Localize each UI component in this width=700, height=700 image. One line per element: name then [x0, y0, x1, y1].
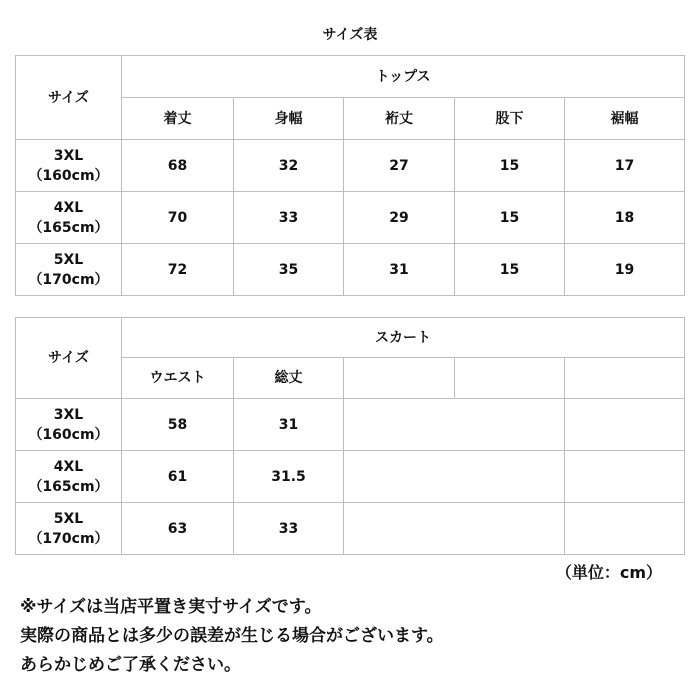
size-cell	[16, 140, 122, 192]
size-height: （170cm）	[28, 530, 109, 547]
value-cell: 31.5	[234, 451, 344, 503]
empty-cell	[344, 503, 455, 555]
value-cell: 68	[122, 140, 234, 192]
size-cell	[16, 399, 122, 451]
size-cell	[16, 192, 122, 244]
empty-cell	[455, 503, 565, 555]
column-header: 股下	[455, 98, 565, 140]
size-cell	[16, 503, 122, 555]
column-header: 着丈	[122, 98, 234, 140]
empty-cell	[344, 451, 455, 503]
empty-cell	[565, 503, 685, 555]
note-line: あらかじめご了承ください。	[20, 655, 241, 675]
size-header: サイズ	[16, 318, 122, 399]
column-header: 身幅	[234, 98, 344, 140]
column-header: 総丈	[234, 358, 344, 399]
value-cell: 61	[122, 451, 234, 503]
table-row	[16, 451, 685, 503]
size-code: 4XL	[53, 458, 84, 475]
column-header: ウエスト	[122, 358, 234, 399]
size-code: 3XL	[53, 406, 84, 423]
value-cell: 33	[234, 192, 344, 244]
skirt-section-header: スカート	[122, 318, 685, 358]
size-code: 5XL	[53, 251, 84, 268]
unit-label: （単位：cm）	[555, 563, 662, 582]
column-header	[344, 358, 455, 399]
value-cell: 72	[122, 244, 234, 296]
size-code: 4XL	[53, 199, 84, 216]
value-cell: 70	[122, 192, 234, 244]
size-code: 3XL	[53, 147, 84, 164]
table-row	[16, 503, 685, 555]
value-cell: 19	[565, 244, 685, 296]
notes	[20, 593, 444, 680]
note-line: 実際の商品とは多少の誤差が生じる場合がございます。	[20, 626, 444, 646]
size-height: （165cm）	[28, 219, 109, 236]
size-cell	[16, 244, 122, 296]
tops-section-header: トップス	[122, 56, 685, 98]
value-cell: 31	[344, 244, 455, 296]
value-cell: 31	[234, 399, 344, 451]
value-cell: 15	[455, 192, 565, 244]
value-cell: 15	[455, 140, 565, 192]
size-height: （160cm）	[28, 167, 109, 184]
size-height: （170cm）	[28, 271, 109, 288]
value-cell: 27	[344, 140, 455, 192]
value-cell: 29	[344, 192, 455, 244]
table-row	[16, 244, 685, 296]
skirt-size-table	[15, 317, 685, 555]
value-cell: 33	[234, 503, 344, 555]
size-height: （160cm）	[28, 426, 109, 443]
page-title: サイズ表	[322, 27, 378, 43]
value-cell: 35	[234, 244, 344, 296]
note-line: ※サイズは当店平置き実寸サイズです。	[20, 597, 322, 617]
column-header: 裄丈	[344, 98, 455, 140]
value-cell: 32	[234, 140, 344, 192]
table-row	[16, 192, 685, 244]
empty-cell	[455, 451, 565, 503]
value-cell: 58	[122, 399, 234, 451]
column-header: 裾幅	[565, 98, 685, 140]
empty-cell	[565, 399, 685, 451]
empty-cell	[565, 451, 685, 503]
empty-cell	[455, 399, 565, 451]
value-cell: 15	[455, 244, 565, 296]
size-header: サイズ	[16, 56, 122, 140]
table-row	[16, 140, 685, 192]
value-cell: 63	[122, 503, 234, 555]
value-cell: 18	[565, 192, 685, 244]
empty-cell	[344, 399, 455, 451]
tops-size-table	[15, 55, 685, 296]
size-cell	[16, 451, 122, 503]
size-height: （165cm）	[28, 478, 109, 495]
value-cell: 17	[565, 140, 685, 192]
column-header	[565, 358, 685, 399]
table-row	[16, 399, 685, 451]
size-code: 5XL	[53, 510, 84, 527]
column-header	[455, 358, 565, 399]
